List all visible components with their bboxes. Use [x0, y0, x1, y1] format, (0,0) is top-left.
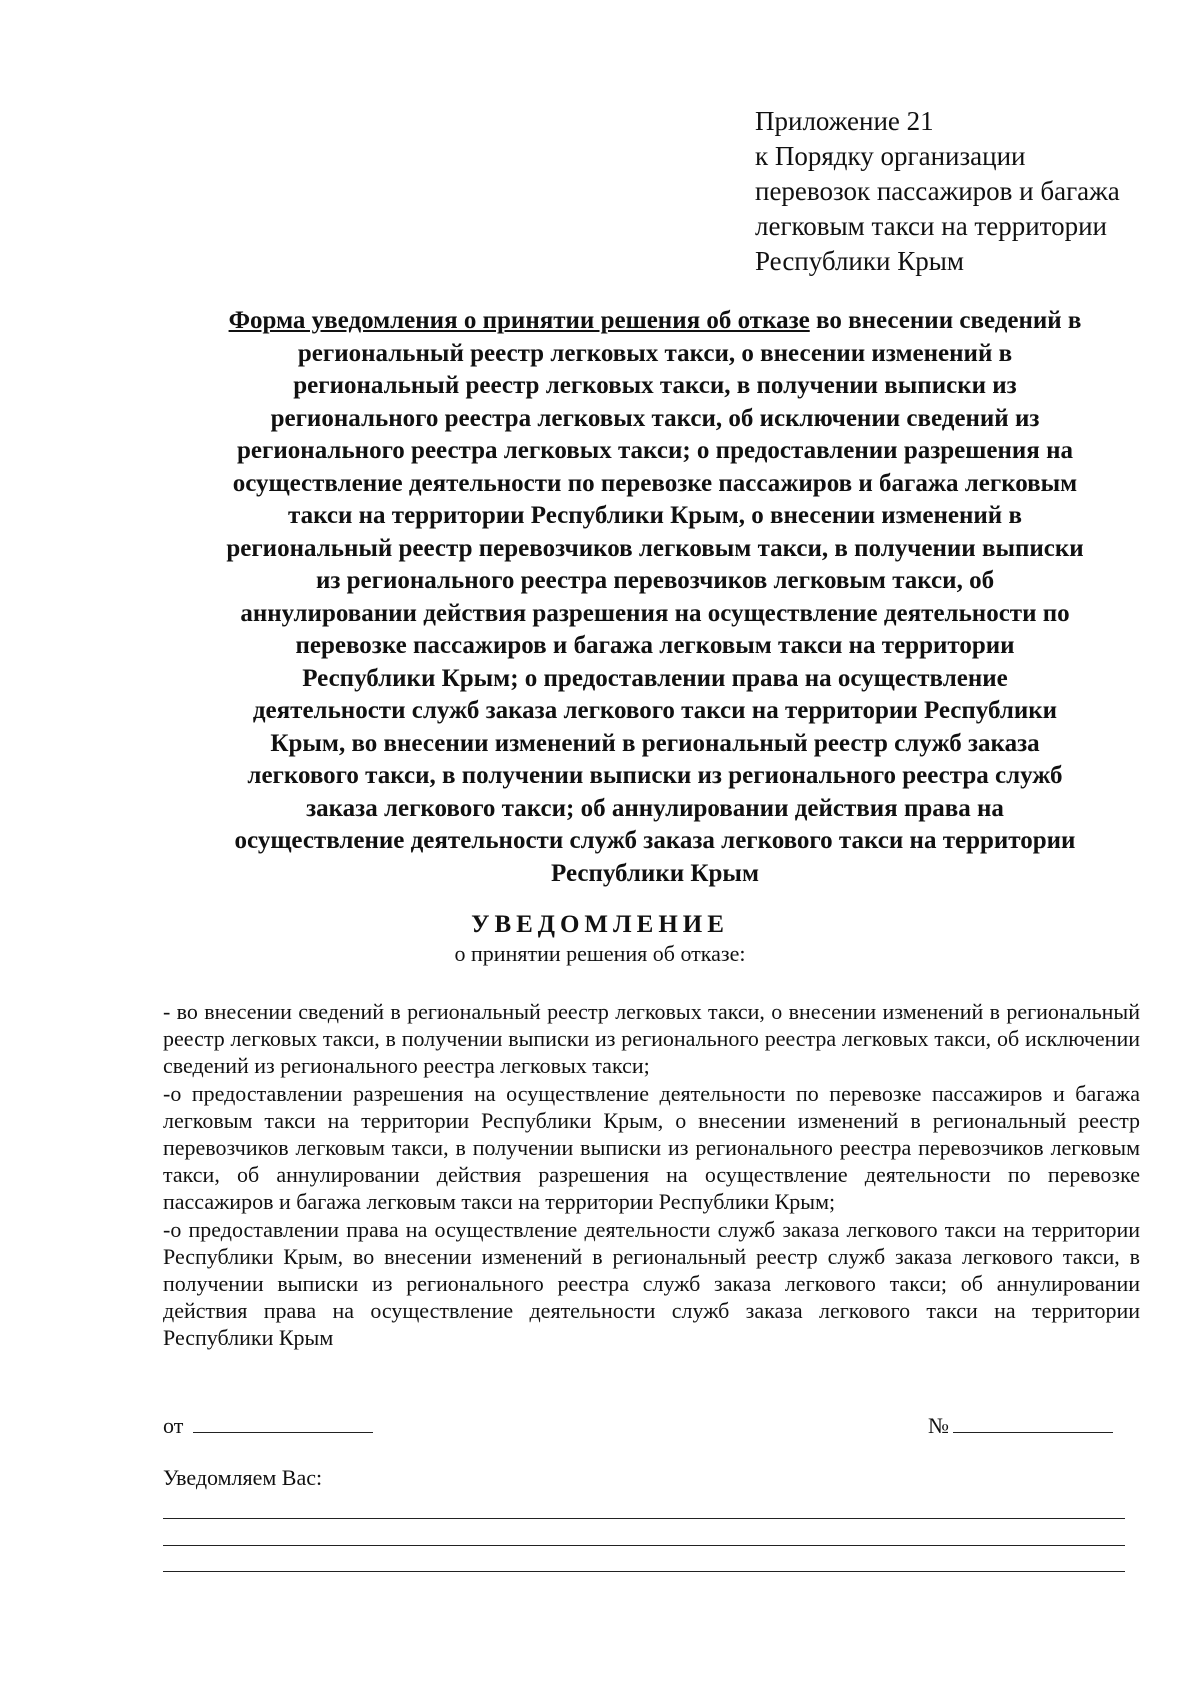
- form-title-line: заказа легкового такси; об аннулировании действия права на: [306, 794, 1004, 822]
- form-title-line: [165, 305, 1145, 338]
- date-field: [163, 1410, 373, 1440]
- form-title-line: Республики Крым: [551, 859, 759, 887]
- form-title-line: перевозке пассажиров и багажа легковым такси на территории: [295, 632, 1015, 659]
- form-title-underlined: Форма уведомления о принятии решения об отказе: [228, 307, 810, 334]
- body-paragraph: -о предоставлении права на осуществление деятельности служб заказа легкового такси на территории Республики Крым, во внесении изменений в региональный реестр служб заказа легкового такси, в получении выписки из регионального реестра служб заказа легкового такси; об аннулировании действия права на осуществление деятельности служб заказа легкового такси на территории Республики Крым: [163, 1216, 1140, 1351]
- notify-fill-line[interactable]: [163, 1571, 1125, 1572]
- number-field: [928, 1410, 1113, 1440]
- form-title-line: из регионального реестра перевозчиков легковым такси, об: [315, 567, 995, 594]
- form-title-line: регионального реестра легковых такси; о предоставлении разрешения на: [237, 437, 1073, 464]
- form-title-line: регионального реестра легковых такси, об исключении сведений из: [270, 404, 1040, 432]
- form-title-line: легкового такси, в получении выписки из регионального реестра служб: [247, 762, 1063, 789]
- form-title-line: осуществление деятельности служб заказа легкового такси на территории: [234, 827, 1076, 854]
- notice-body: [163, 998, 1140, 1352]
- body-paragraph: - во внесении сведений в региональный реестр легковых такси, о внесении изменений в региональный реестр легковых такси, в получении выписки из регионального реестра легковых такси, об исключении сведений из регионального реестра легковых такси;: [163, 999, 1140, 1079]
- appendix-line: перевозок пассажиров и багажа: [755, 176, 1120, 206]
- appendix-line: к Порядку организации: [755, 141, 1026, 171]
- date-label: от: [163, 1413, 184, 1438]
- form-title-line-rest: во внесении сведений в: [809, 307, 1082, 334]
- notify-fill-line[interactable]: [163, 1545, 1125, 1546]
- appendix-block: [755, 104, 1175, 279]
- notice-heading: УВЕДОМЛЕНИЕ: [471, 911, 729, 938]
- form-title-line: деятельности служб заказа легкового такси на территории Республики: [252, 697, 1058, 724]
- appendix-line: легковым такси на территории: [755, 211, 1108, 241]
- form-title-line: Республики Крым; о предоставлении права на осуществление: [302, 664, 1008, 692]
- form-title-line: аннулировании действия разрешения на осуществление деятельности по: [240, 599, 1070, 627]
- notify-fill-line[interactable]: [163, 1518, 1125, 1519]
- notify-label: Уведомляем Вас:: [163, 1465, 323, 1490]
- appendix-line: Приложение 21: [755, 106, 934, 136]
- form-title-line: региональный реестр перевозчиков легковым такси, в получении выписки: [226, 534, 1084, 562]
- form-title-line: региональный реестр легковых такси, о внесении изменений в: [297, 339, 1013, 367]
- appendix-line: Республики Крым: [755, 246, 964, 276]
- date-blank-line[interactable]: [193, 1410, 373, 1433]
- number-blank-line[interactable]: [953, 1410, 1113, 1433]
- form-title-line: осуществление деятельности по перевозке пассажиров и багажа легковым: [232, 469, 1078, 497]
- form-title-line: Крым, во внесении изменений в региональный реестр служб заказа: [270, 729, 1040, 757]
- body-paragraph: -о предоставлении разрешения на осуществление деятельности по перевозке пассажиров и багажа легковым такси на территории Республики Крым, о внесении изменений в региональный реестр перевозчиков легковым такси, в получении выписки из регионального реестра перевозчиков легковым такси, об аннулировании действия разрешения на осуществление деятельности по перевозке пассажиров и багажа легковым такси на территории Республики Крым;: [163, 1080, 1140, 1215]
- form-title: [165, 305, 1145, 890]
- number-label: №: [928, 1413, 949, 1438]
- form-title-line: такси на территории Республики Крым, о внесении изменений в: [288, 502, 1022, 529]
- notice-subheading: о принятии решения об отказе:: [454, 941, 746, 966]
- form-title-line: региональный реестр легковых такси, в получении выписки из: [293, 372, 1017, 399]
